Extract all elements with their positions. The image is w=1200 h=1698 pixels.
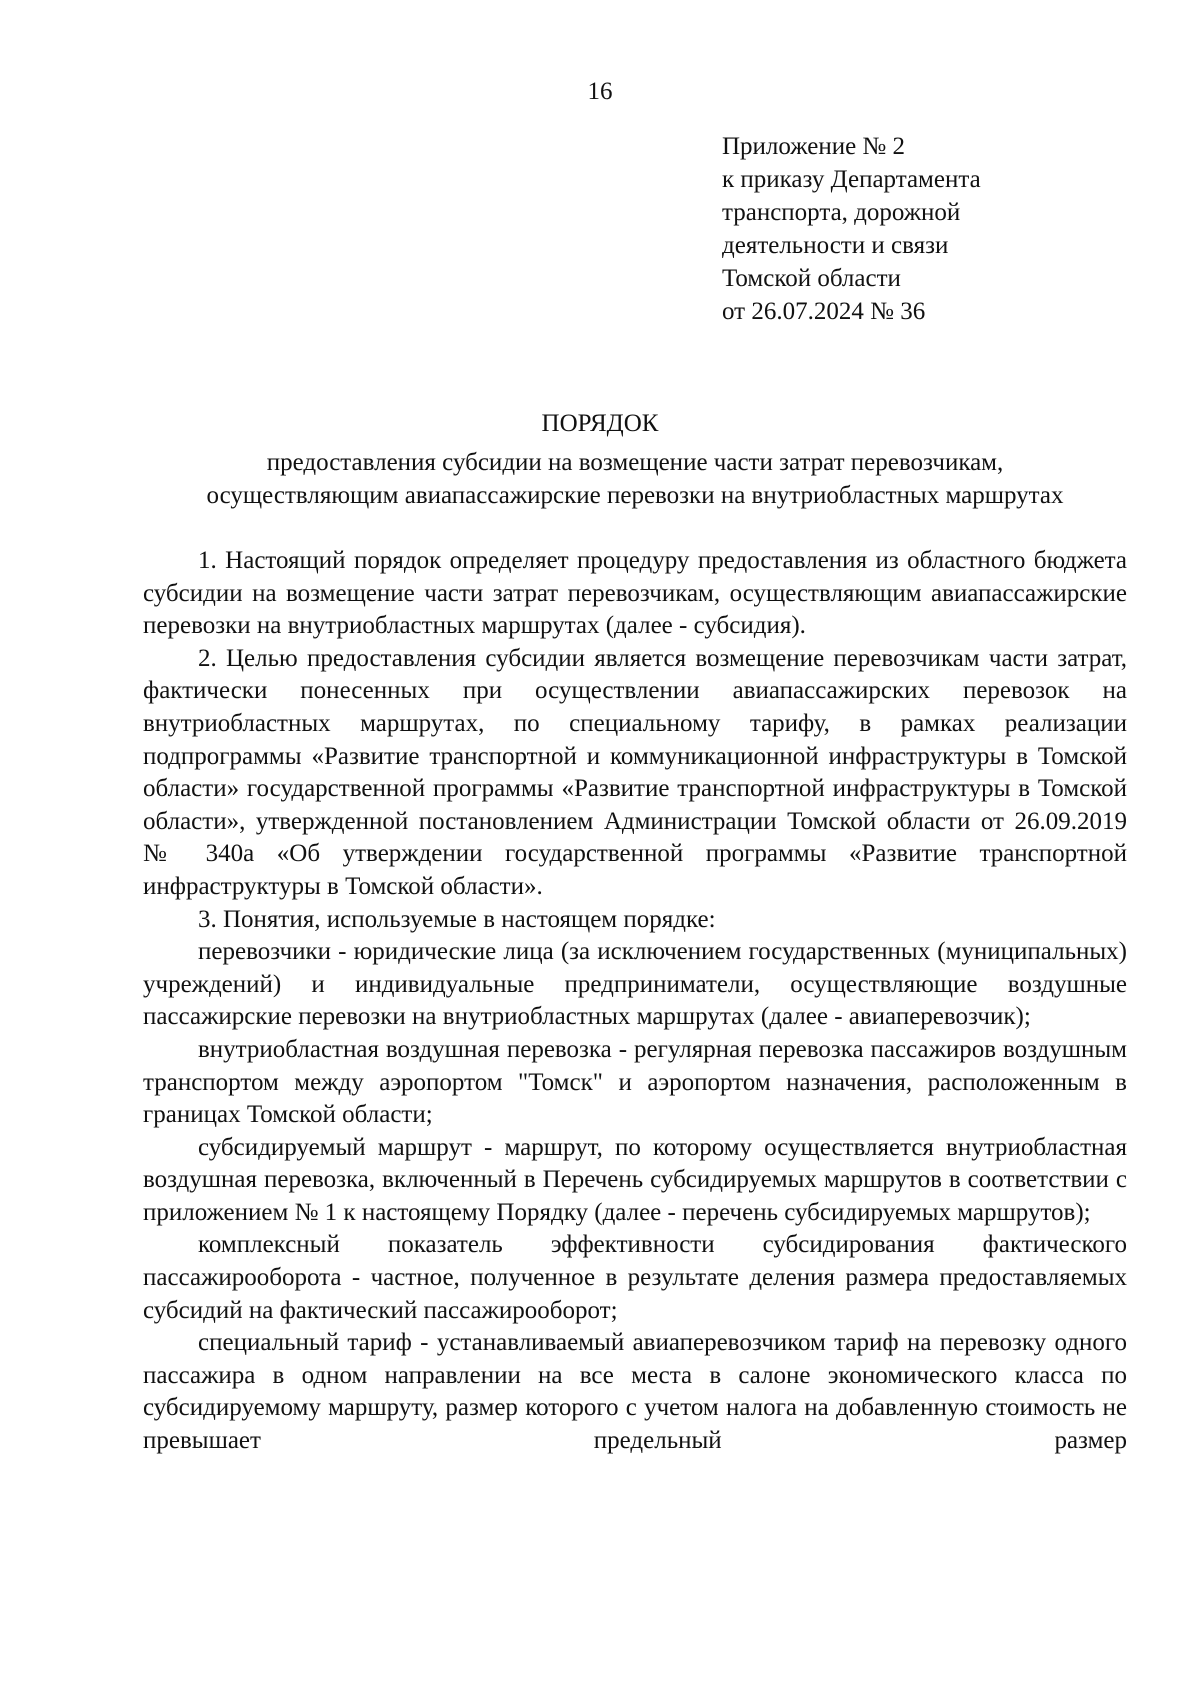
definition-carriers: перевозчики - юридические лица (за исключением государственных (муниципальных) учреждений) и индивидуальные предприниматели, осуществляющие воздушные пассажирские перевозки на внутриобластных маршрутах (далее - авиаперевозчик); — [143, 938, 1127, 1031]
paragraph-3: 3. Понятия, используемые в настоящем порядке: — [198, 905, 716, 933]
definition-subsidized-route: субсидируемый маршрут - маршрут, по которому осуществляется внутриобластная воздушная перевозка, включенный в Перечень субсидируемых маршрутов в соответствии с приложением № 1 к настоящему Порядку (далее - перечень субсидируемых маршрутов); — [143, 1133, 1127, 1226]
definition-special-tariff: специальный тариф - устанавливаемый авиаперевозчиком тариф на перевозку одного пассажира в одном направлении на все места в салоне экономического класса по субсидируемому маршруту, размер которого с учетом налога на добавленную стоимость не превышает предельный размер — [143, 1329, 1127, 1455]
paragraph-1: 1. Настоящий порядок определяет процедуру предоставления из областного бюджета субсидии на возмещение части затрат перевозчикам, осуществляющим авиапассажирские перевозки на внутриобластных маршрутах (далее - субсидия). — [143, 547, 1127, 640]
appendix-line: к приказу Департамента — [722, 166, 981, 193]
subtitle-line: осуществляющим авиапассажирские перевозки на внутриобластных маршрутах — [206, 482, 1064, 509]
appendix-line: Приложение № 2 — [722, 133, 906, 160]
definition-efficiency-indicator: комплексный показатель эффективности субсидирования фактического пассажирооборота - частное, полученное в результате деления размера предоставляемых субсидий на фактический пассажирооборот; — [143, 1231, 1127, 1324]
appendix-line: от 26.07.2024 № 36 — [722, 298, 926, 325]
document-body — [143, 545, 1127, 1458]
page-number: 16 — [587, 78, 613, 105]
subtitle-line: предоставления субсидии на возмещение части затрат перевозчикам, — [266, 449, 1004, 476]
paragraph-2: 2. Целью предоставления субсидии является возмещение перевозчикам части затрат, фактически понесенных при осуществлении авиапассажирских перевозок на внутриобластных маршрутах, по специальному тарифу, в рамках реализации подпрограммы «Развитие транспортной и коммуникационной инфраструктуры в Томской области» государственной программы «Развитие транспортной инфраструктуры в Томской области», утвержденной постановлением Администрации Томской области от 26.09.2019 № 340а «Об утверждении государственной программы «Развитие транспортной инфраструктуры в Томской области». — [143, 644, 1127, 900]
appendix-block — [722, 130, 1162, 328]
document-subtitle — [140, 446, 1130, 512]
appendix-line: транспорта, дорожной — [722, 199, 961, 226]
definition-intraregional-transport: внутриобластная воздушная перевозка - регулярная перевозка пассажиров воздушным транспортом между аэропортом "Томск" и аэропортом назначения, расположенным в границах Томской области; — [143, 1035, 1127, 1129]
appendix-line: деятельности и связи — [722, 232, 949, 259]
document-title: ПОРЯДОК — [541, 410, 659, 437]
appendix-line: Томской области — [722, 265, 901, 292]
